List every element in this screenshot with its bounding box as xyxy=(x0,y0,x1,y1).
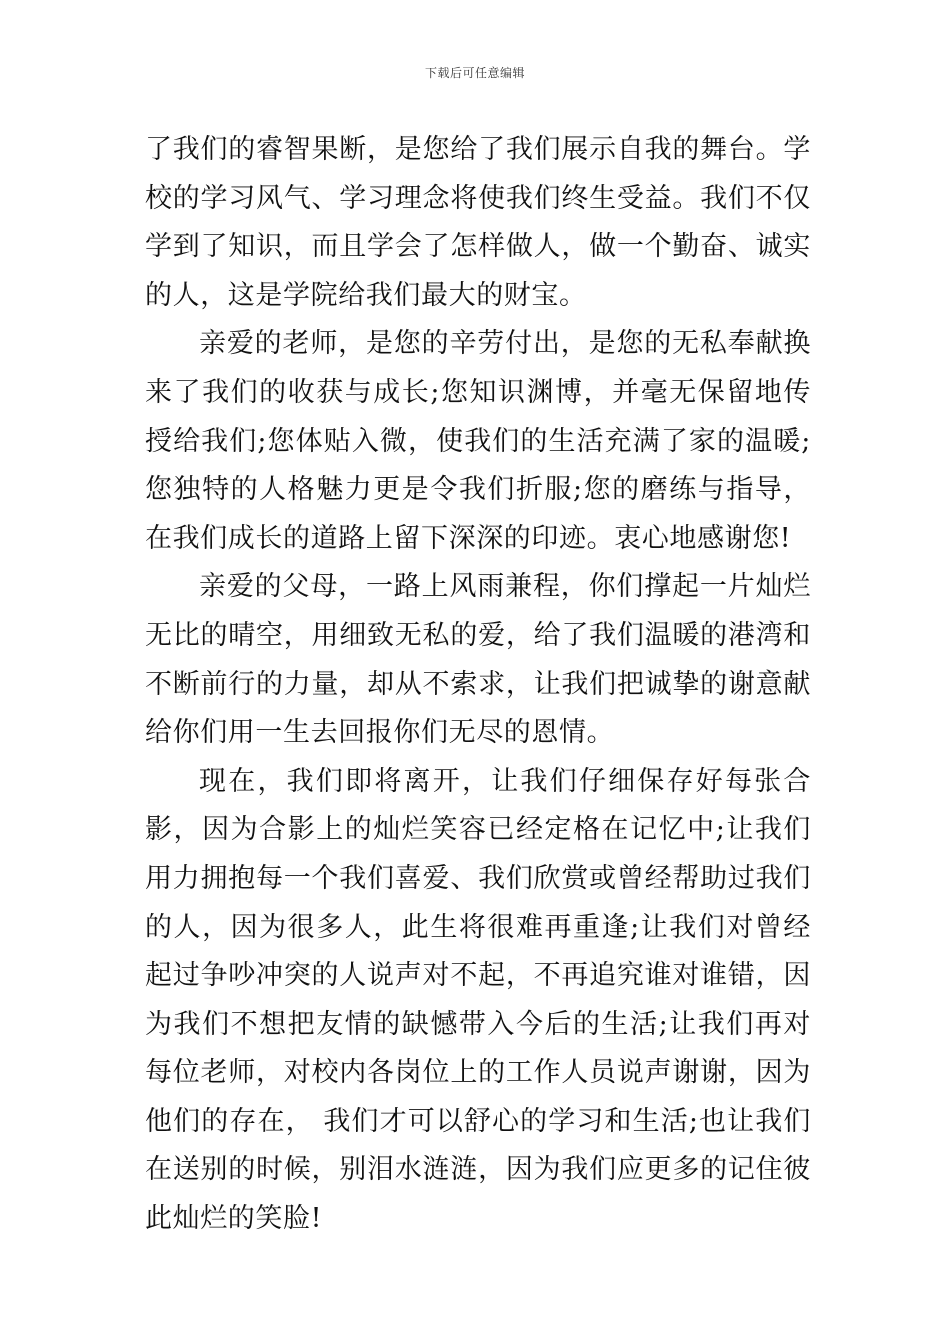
paragraph-3: 亲爱的父母，一路上风雨兼程，你们撑起一片灿烂无比的晴空，用细致无私的爱，给了我们温暖的港湾和不断前行的力量，却从不索求，让我们把诚挚的谢意献给你们用一生去回报你们无尽的恩情。 xyxy=(145,571,811,749)
document-body xyxy=(145,126,811,1244)
paragraph-4: 现在，我们即将离开，让我们仔细保存好每张合影，因为合影上的灿烂笑容已经定格在记忆中;让我们用力拥抱每一个我们喜爱、我们欣赏或曾经帮助过我们的人，因为很多人，此生将很难再重逢;让我们对曾经起过争吵冲突的人说声对不起，不再追究谁对谁错，因为我们不想把友情的缺憾带入今后的生活;让我们再对每位老师，对校内各岗位上的工作人员说声谢谢，因为他们的存在， 我们才可以舒心的学习和生活;也让我们在送别的时候，别泪水涟涟，因为我们应更多的记住彼此灿烂的笑脸! xyxy=(145,765,811,1235)
page-header-note: 下载后可任意编辑 xyxy=(424,66,525,80)
paragraph-1: 了我们的睿智果断，是您给了我们展示自我的舞台。学校的学习风气、学习理念将使我们终生受益。我们不仅学到了知识，而且学会了怎样做人，做一个勤奋、诚实的人，这是学院给我们最大的财宝。 xyxy=(145,134,811,311)
paragraph-2: 亲爱的老师，是您的辛劳付出，是您的无私奉献换来了我们的收获与成长;您知识渊博，并毫无保留地传授给我们;您体贴入微，使我们的生活充满了家的温暖;您独特的人格魅力更是令我们折服;您的磨练与指导，在我们成长的道路上留下深深的印迹。衷心地感谢您! xyxy=(145,328,811,554)
